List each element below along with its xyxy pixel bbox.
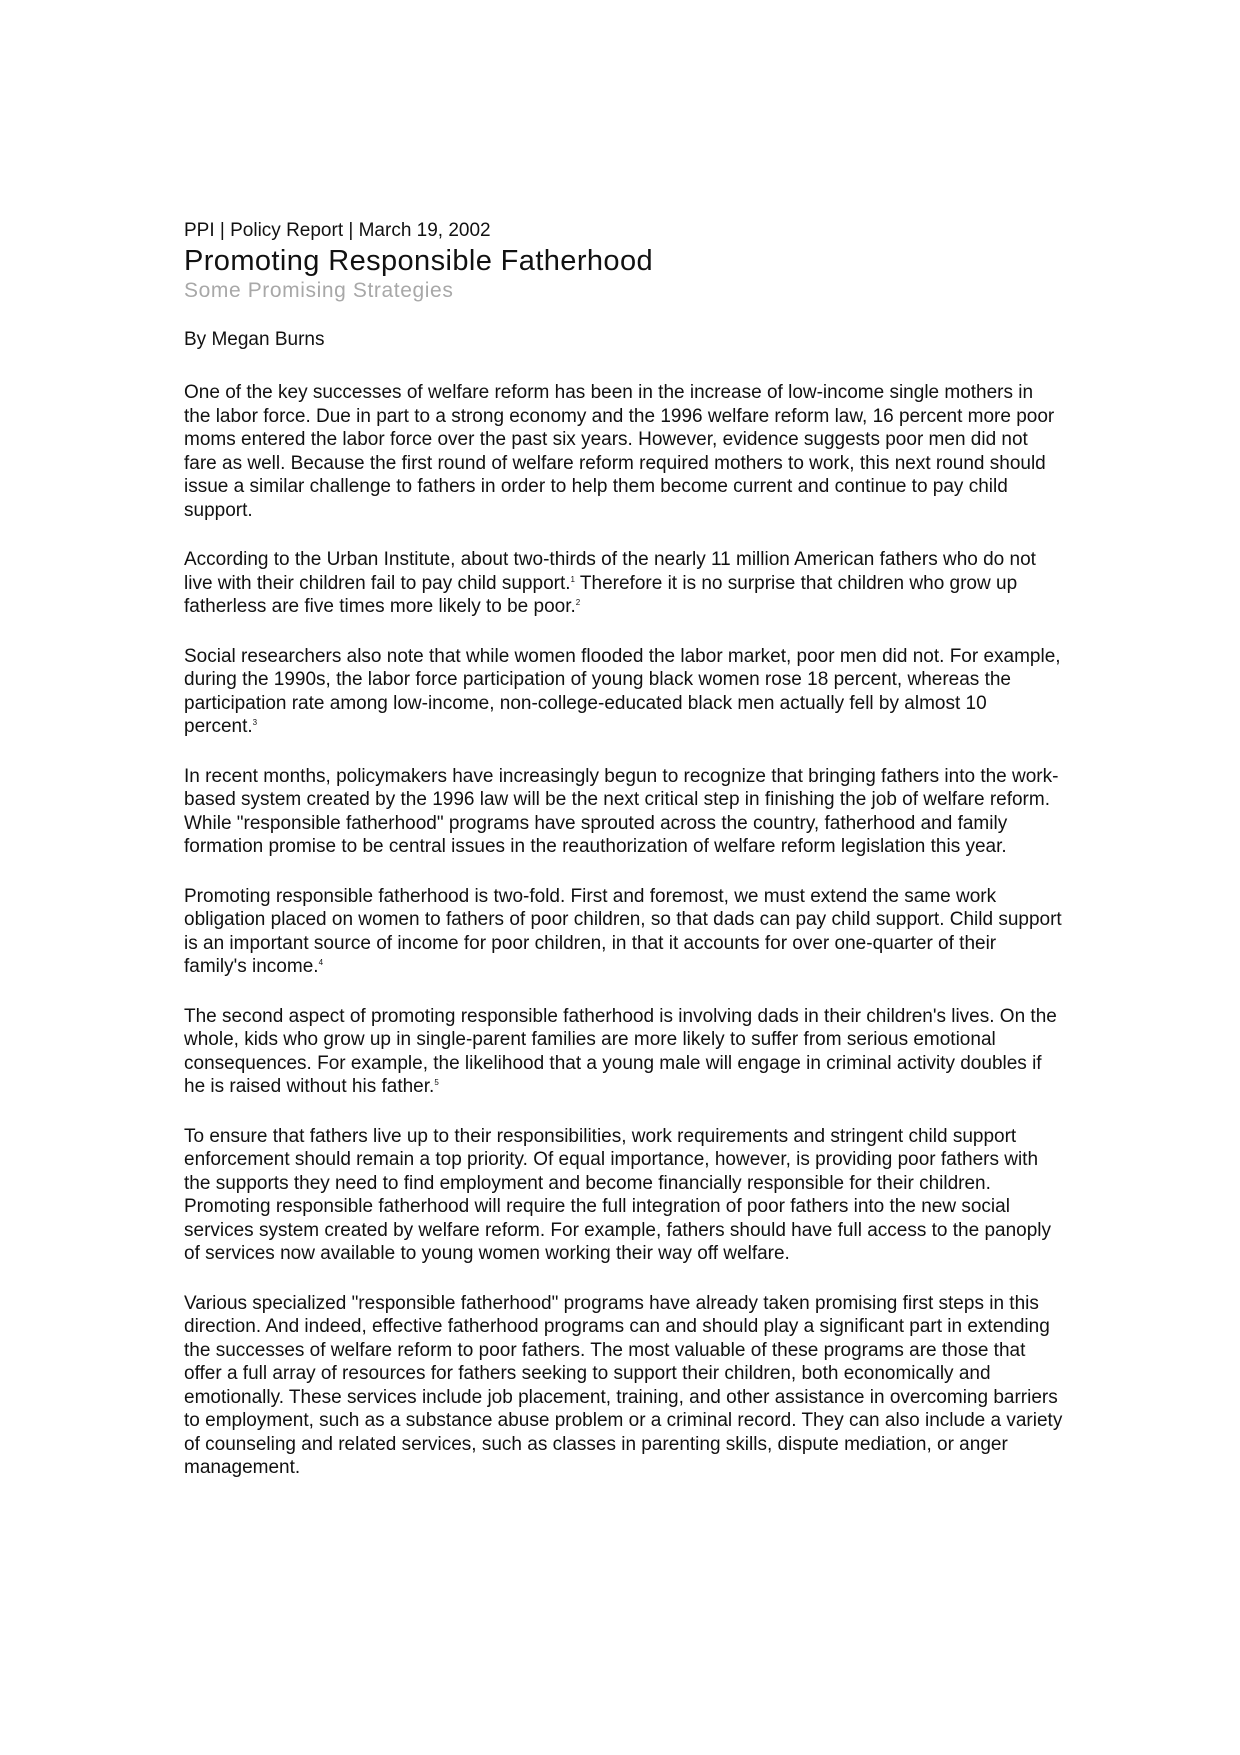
paragraph-4: In recent months, policymakers have increasingly begun to recognize that bringing fathers into the work-based system created by the 1996 law will be the next critical step in finishing the job of welfare reform. While "responsible fatherhood" programs have sprouted across the country, fatherhood and family formation promise to be central issues in the reauthorization of welfare reform legislation this year. [184,765,1059,857]
paragraph-5-text: Promoting responsible fatherhood is two-fold. First and foremost, we must extend the same work obligation placed on women to fathers of poor children, so that dads can pay child support. Child support is an important source of income for poor children, in that it accounts for over one-quarter of their family's income. [184,885,1062,977]
footnote-ref-4: 4 [318,958,324,967]
author-byline: By Megan Burns [184,329,325,350]
paragraph-3-text: Social researchers also note that while women flooded the labor market, poor men did not. For example, during the 1990s, the labor force participation of young black women rose 18 percent, whereas the participation rate among low-income, non-college-educated black men actually fell by almost 10 percent. [184,645,1061,737]
paragraph-6-text: The second aspect of promoting responsible fatherhood is involving dads in their children's lives. On the whole, kids who grow up in single-parent families are more likely to suffer from serious emotional consequences. For example, the likelihood that a young male will engage in criminal activity doubles if he is raised without his father. [184,1005,1057,1097]
report-meta-line: PPI | Policy Report | March 19, 2002 [184,220,491,241]
paragraph-1: One of the key successes of welfare reform has been in the increase of low-income single mothers in the labor force. Due in part to a strong economy and the 1996 welfare reform law, 16 percent more poor moms entered the labor force over the past six years. However, evidence suggests poor men did not fare as well. Because the first round of welfare reform required mothers to work, this next round should issue a similar challenge to fathers in order to help them become current and continue to pay child support. [184,382,1055,521]
report-content [184,219,1064,1480]
report-title: Promoting Responsible Fatherhood [184,245,654,277]
footnote-ref-2: 2 [575,598,581,607]
paragraph-3 [184,645,1064,739]
paragraph-2-text-b: Therefore it is no surprise that children who grow up fatherless are five times more likely to be poor. [184,572,1018,617]
paragraph-2-text-a: According to the Urban Institute, about two-thirds of the nearly 11 million American fathers who do not live with their children fail to pay child support. [184,549,1036,594]
paragraph-8: Various specialized "responsible fatherhood" programs have already taken promising first steps in this direction. And indeed, effective fatherhood programs can and should play a significant part in extending the successes of welfare reform to poor fathers. The most valuable of these programs are those that offer a full array of resources for fathers seeking to support their children, both economically and emotionally. These services include job placement, training, and other assistance in overcoming barriers to employment, such as a substance abuse problem or a criminal record. They can also include a variety of counseling and related services, such as classes in parenting skills, dispute mediation, or anger management. [184,1292,1063,1478]
paragraph-2 [184,548,1064,619]
paragraph-5 [184,885,1064,979]
footnote-ref-3: 3 [252,718,258,727]
footnote-ref-1: 1 [570,574,575,584]
report-subtitle: Some Promising Strategies [184,279,454,302]
footnote-ref-5: 5 [434,1078,439,1087]
paragraph-7: To ensure that fathers live up to their responsibilities, work requirements and stringent child support enforcement should remain a top priority. Of equal importance, however, is providing poor fathers with the supports they need to find employment and become financially responsible for their children. Promoting responsible fatherhood will require the full integration of poor fathers into the new social services system created by welfare reform. For example, fathers should have full access to the panoply of services now available to young women working their way off welfare. [184,1125,1052,1264]
paragraph-6 [184,1005,1064,1099]
